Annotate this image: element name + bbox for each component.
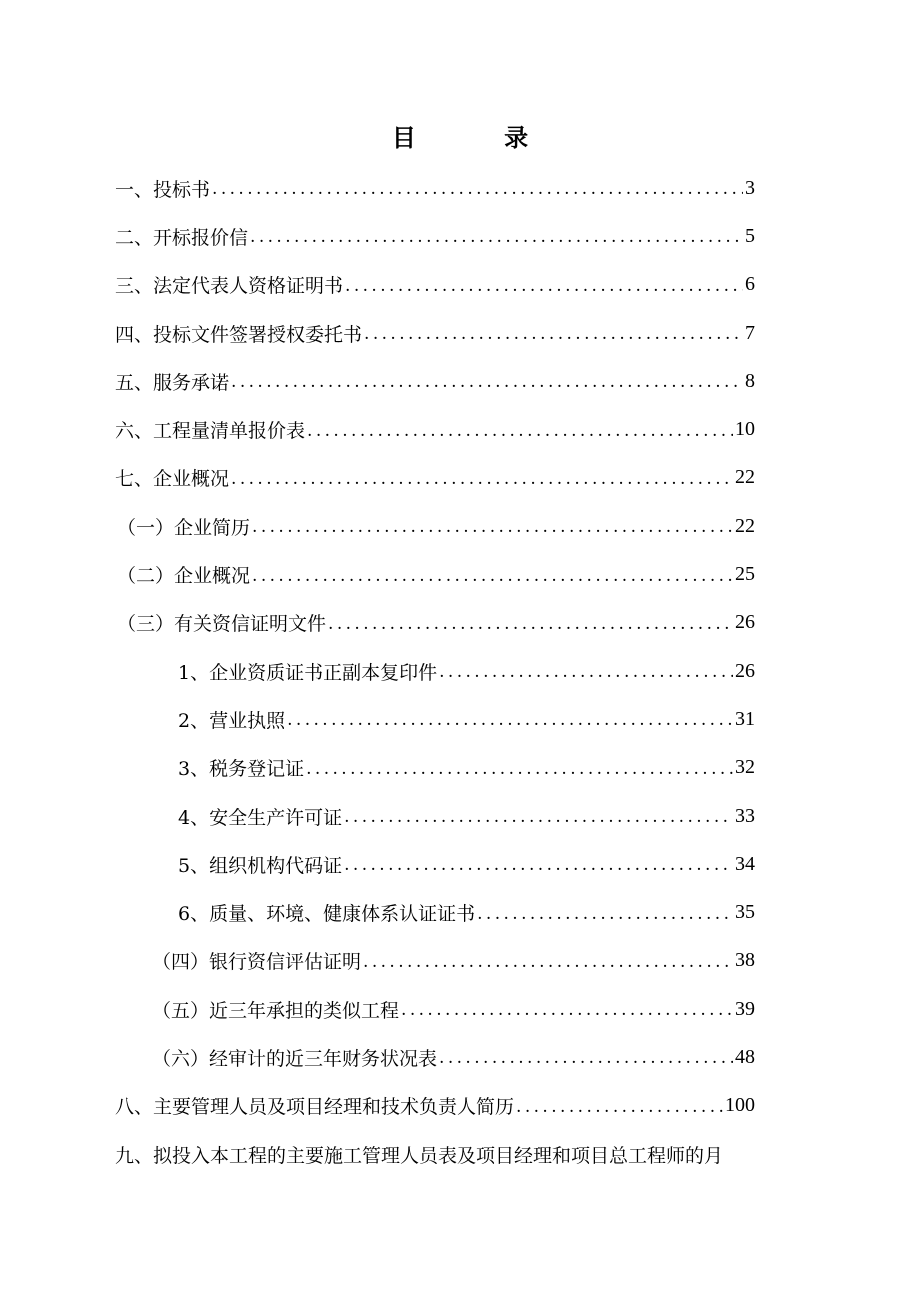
- toc-entry-label: 一、投标书: [115, 178, 211, 201]
- toc-entry-label: 5、组织机构代码证: [178, 854, 343, 877]
- toc-entry-page-number: 25: [735, 563, 755, 586]
- toc-entry-label: 六、工程量清单报价表: [115, 420, 306, 443]
- toc-dot-leader: [477, 904, 733, 924]
- toc-entry[interactable]: [0, 1130, 920, 1178]
- toc-dot-leader: [287, 710, 733, 730]
- toc-entry-page-number: 22: [735, 466, 755, 489]
- toc-dot-leader: [231, 372, 743, 392]
- toc-dot-leader: [306, 759, 733, 779]
- toc-entry-page-number: 22: [735, 514, 755, 537]
- toc-dot-leader: [516, 1097, 723, 1117]
- toc-entry[interactable]: [0, 888, 920, 936]
- toc-entry-label: 6、质量、环境、健康体系认证证书: [178, 903, 476, 926]
- toc-entry-page-number: 32: [735, 756, 755, 779]
- toc-entry-label: 七、企业概况: [115, 468, 230, 491]
- toc-entry-page-number: 3: [745, 176, 755, 199]
- toc-entry[interactable]: [0, 164, 920, 212]
- toc-entry-page-number: 48: [735, 1045, 755, 1068]
- toc-dot-leader: [439, 662, 733, 682]
- toc-entry-page-number: 26: [735, 659, 755, 682]
- toc-entry-label: 3、税务登记证: [178, 758, 305, 781]
- toc-entry-label: 五、服务承诺: [115, 371, 230, 394]
- toc-entry-label: 九、拟投入本工程的主要施工管理人员表及项目经理和项目总工程师的月: [115, 1144, 724, 1167]
- toc-dot-leader: [364, 324, 743, 344]
- toc-entry[interactable]: [0, 502, 920, 550]
- toc-dot-leader: [252, 517, 733, 537]
- toc-entry-page-number: 5: [745, 224, 755, 247]
- toc-entry-page-number: 31: [735, 707, 755, 730]
- toc-entry-page-number: 35: [735, 901, 755, 924]
- toc-list: [0, 164, 920, 1178]
- toc-entry[interactable]: [0, 937, 920, 985]
- toc-entry[interactable]: [0, 1033, 920, 1081]
- toc-entry-page-number: 7: [745, 321, 755, 344]
- toc-entry[interactable]: [0, 212, 920, 260]
- toc-dot-leader: [250, 227, 743, 247]
- toc-dot-leader: [252, 566, 733, 586]
- toc-entry-label: （四）银行资信评估证明: [152, 951, 362, 974]
- toc-entry[interactable]: [0, 985, 920, 1033]
- toc-entry-page-number: 8: [745, 369, 755, 392]
- toc-title: 目 录: [391, 123, 569, 152]
- toc-entry-label: 八、主要管理人员及项目经理和技术负责人简历: [115, 1096, 515, 1119]
- toc-dot-leader: [307, 421, 733, 441]
- toc-dot-leader: [212, 179, 743, 199]
- toc-entry-label: 2、营业执照: [178, 709, 286, 732]
- toc-entry-page-number: 33: [735, 804, 755, 827]
- toc-entry-label: 二、开标报价信: [115, 226, 249, 249]
- toc-dot-leader: [344, 807, 733, 827]
- toc-entry[interactable]: [0, 744, 920, 792]
- toc-entry[interactable]: [0, 1082, 920, 1130]
- toc-entry-label: （三）有关资信证明文件: [117, 613, 327, 636]
- toc-entry[interactable]: [0, 599, 920, 647]
- toc-entry-page-number: 26: [735, 611, 755, 634]
- toc-entry-page-number: 10: [735, 418, 755, 441]
- toc-entry-page-number: 100: [725, 1094, 755, 1117]
- toc-entry-label: （六）经审计的近三年财务状况表: [152, 1047, 438, 1070]
- toc-entry[interactable]: [0, 405, 920, 453]
- toc-entry-label: （二）企业概况: [117, 565, 251, 588]
- toc-dot-leader: [439, 1048, 733, 1068]
- toc-dot-leader: [363, 952, 733, 972]
- toc-dot-leader: [401, 1000, 733, 1020]
- toc-entry[interactable]: [0, 695, 920, 743]
- toc-entry-label: （五）近三年承担的类似工程: [152, 999, 400, 1022]
- toc-entry[interactable]: [0, 792, 920, 840]
- toc-dot-leader: [344, 855, 733, 875]
- toc-entry-page-number: 6: [745, 273, 755, 296]
- toc-dot-leader: [231, 469, 733, 489]
- toc-entry[interactable]: [0, 550, 920, 598]
- toc-dot-leader: [328, 614, 733, 634]
- toc-entry[interactable]: [0, 357, 920, 405]
- toc-entry-page-number: 34: [735, 852, 755, 875]
- toc-entry-label: （一）企业简历: [117, 516, 251, 539]
- toc-entry-label: 1、企业资质证书正副本复印件: [178, 661, 438, 684]
- toc-entry[interactable]: [0, 454, 920, 502]
- toc-entry-label: 4、安全生产许可证: [178, 806, 343, 829]
- toc-entry-page-number: 39: [735, 997, 755, 1020]
- toc-entry-label: 三、法定代表人资格证明书: [115, 275, 344, 298]
- toc-entry[interactable]: [0, 309, 920, 357]
- toc-entry[interactable]: [0, 261, 920, 309]
- toc-entry[interactable]: [0, 840, 920, 888]
- toc-entry-page-number: 38: [735, 949, 755, 972]
- toc-entry-label: 四、投标文件签署授权委托书: [115, 323, 363, 346]
- toc-entry[interactable]: [0, 647, 920, 695]
- toc-dot-leader: [345, 276, 743, 296]
